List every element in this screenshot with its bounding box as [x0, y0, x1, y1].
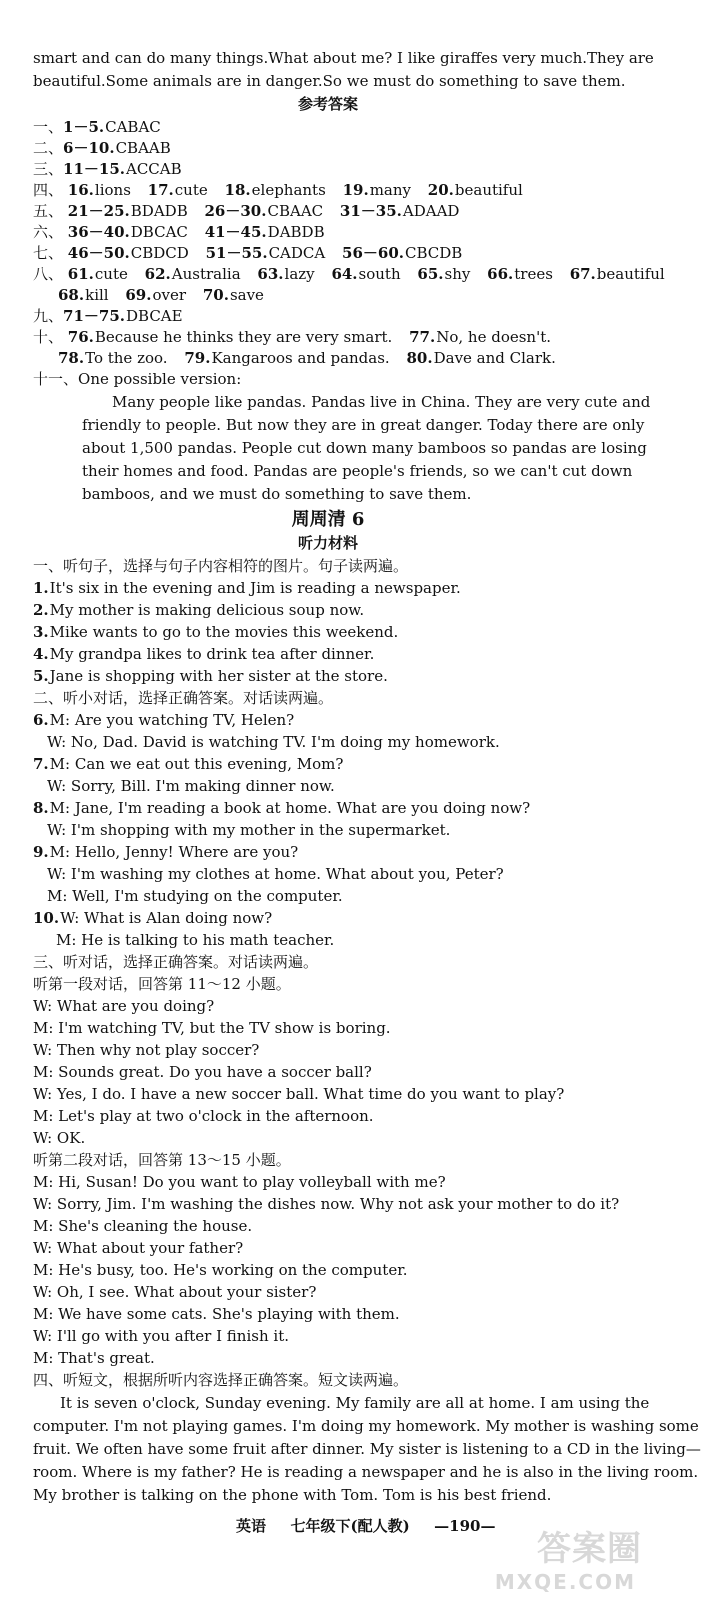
- question-number: 9.: [33, 843, 49, 861]
- question-number: 70.: [202, 286, 229, 304]
- section-marker: 九、: [33, 307, 64, 325]
- sentence-text: It's six in the evening and Jim is reading a newspaper.: [49, 579, 461, 597]
- question-range: 36－40.: [67, 223, 130, 241]
- listening-title: 听力材料: [297, 534, 358, 552]
- answer-text: CBAAB: [115, 139, 171, 157]
- section-marker: 五、: [33, 202, 64, 220]
- passage-line-4: room. Where is my father? He is reading a newspaper and he is also in the living room.: [33, 1463, 699, 1481]
- question-range: 41－45.: [204, 223, 267, 241]
- answer-row-11: [33, 369, 656, 389]
- answer-row-10: [33, 327, 656, 347]
- question-number: 3.: [33, 623, 49, 641]
- part2-q7-line-1: [33, 754, 656, 774]
- dialogue-line: M: Hello, Jenny! Where are you?: [49, 843, 299, 861]
- intro-line-1: smart and can do many things.What about me? I like giraffes very much.They are: [33, 49, 654, 67]
- part1-sentence-2: [33, 600, 656, 620]
- question-range: 6－10.: [63, 139, 115, 157]
- part1-heading: 一、听句子，选择与句子内容相符的图片。句子读两遍。: [33, 557, 409, 575]
- question-number: 16.: [67, 181, 94, 199]
- answer-text: Because he thinks they are very smart.: [94, 328, 393, 346]
- part2-q8-line-1: [33, 798, 656, 818]
- question-number: 66.: [487, 265, 514, 283]
- question-range: 26－30.: [204, 202, 267, 220]
- answer-text: CADCA: [268, 244, 326, 262]
- answer-text: lazy: [284, 265, 315, 283]
- part3-dialogue2-heading: 听第二段对话，回答第 13～15 小题。: [33, 1151, 291, 1169]
- answer-row-10b: [58, 348, 656, 368]
- question-range: 71－75.: [63, 307, 125, 325]
- question-number: 10.: [33, 909, 60, 927]
- answer-text: many: [369, 181, 411, 199]
- part2-q10-line-2: M: He is talking to his math teacher.: [56, 931, 335, 949]
- section-marker: 六、: [33, 223, 64, 241]
- section-marker: 八、: [33, 265, 64, 283]
- answer-text: Kangaroos and pandas.: [211, 349, 390, 367]
- section-marker: 十、: [33, 328, 64, 346]
- section-marker: 十一、: [33, 370, 79, 388]
- answer-row-3: [33, 159, 656, 179]
- part2-q7-line-2: W: Sorry, Bill. I'm making dinner now.: [47, 777, 335, 795]
- dialogue2-line-3: M: She's cleaning the house.: [33, 1217, 253, 1235]
- essay-line-3: about 1,500 pandas. People cut down many bamboos so pandas are losing: [82, 439, 647, 457]
- answer-text: To the zoo.: [85, 349, 168, 367]
- answer-text: beautiful: [596, 265, 665, 283]
- passage-line-5: My brother is talking on the phone with Tom. Tom is his best friend.: [33, 1486, 552, 1504]
- question-range: 51－55.: [205, 244, 268, 262]
- question-number: 18.: [224, 181, 251, 199]
- answer-text: DBCAC: [130, 223, 188, 241]
- part2-q9-line-3: M: Well, I'm studying on the computer.: [47, 887, 343, 905]
- passage-line-1: It is seven o'clock, Sunday evening. My family are all at home. I am using the: [60, 1394, 650, 1412]
- answer-row-8b: [58, 285, 656, 305]
- answer-text: No, he doesn't.: [436, 328, 552, 346]
- sentence-text: Mike wants to go to the movies this weekend.: [49, 623, 399, 641]
- essay-line-1: Many people like pandas. Pandas live in China. They are very cute and: [112, 393, 651, 411]
- part2-heading: 二、听小对话，选择正确答案。对话读两遍。: [33, 689, 334, 707]
- answer-row-7: [33, 243, 656, 263]
- dialogue1-line-7: W: OK.: [33, 1129, 86, 1147]
- part2-q6-line-1: [33, 710, 656, 730]
- dialogue2-line-9: M: That's great.: [33, 1349, 155, 1367]
- part3-heading: 三、听对话，选择正确答案。对话读两遍。: [33, 953, 319, 971]
- answer-row-9: [33, 306, 656, 326]
- question-number: 2.: [33, 601, 49, 619]
- dialogue1-line-6: M: Let's play at two o'clock in the afternoon.: [33, 1107, 374, 1125]
- dialogue2-line-6: W: Oh, I see. What about your sister?: [33, 1283, 317, 1301]
- question-number: 4.: [33, 645, 49, 663]
- essay-label: One possible version:: [78, 370, 242, 388]
- dialogue2-line-5: M: He's busy, too. He's working on the computer.: [33, 1261, 408, 1279]
- answer-text: Dave and Clark.: [433, 349, 556, 367]
- question-number: 64.: [331, 265, 358, 283]
- part4-heading: 四、听短文，根据所听内容选择正确答案。短文读两遍。: [33, 1371, 409, 1389]
- part1-sentence-4: [33, 644, 656, 664]
- answer-text: over: [152, 286, 187, 304]
- section-marker: 三、: [33, 160, 64, 178]
- answer-text: south: [358, 265, 401, 283]
- part3-dialogue1-heading: 听第一段对话，回答第 11～12 小题。: [33, 975, 291, 993]
- answer-text: CBCDB: [405, 244, 463, 262]
- answer-text: kill: [85, 286, 109, 304]
- question-number: 79.: [184, 349, 211, 367]
- question-number: 69.: [125, 286, 152, 304]
- answer-text: CABAC: [105, 118, 161, 136]
- question-range: 46－50.: [67, 244, 130, 262]
- week-title: 周周清 6: [291, 509, 365, 530]
- footer-grade: 七年级下(配人教): [290, 1517, 410, 1535]
- question-number: 78.: [58, 349, 85, 367]
- answer-text: lions: [94, 181, 131, 199]
- answer-text: DBCAE: [126, 307, 183, 325]
- sentence-text: My mother is making delicious soup now.: [49, 601, 365, 619]
- dialogue-line: W: What is Alan doing now?: [60, 909, 273, 927]
- dialogue2-line-1: M: Hi, Susan! Do you want to play volleyball with me?: [33, 1173, 446, 1191]
- answer-row-8: [33, 264, 665, 284]
- intro-line-2: beautiful.Some animals are in danger.So we must do something to save them.: [33, 72, 626, 90]
- question-number: 65.: [417, 265, 444, 283]
- part2-q9-line-2: W: I'm washing my clothes at home. What about you, Peter?: [47, 865, 504, 883]
- part1-sentence-1: [33, 578, 656, 598]
- answer-text: trees: [514, 265, 553, 283]
- answer-text: BDADB: [130, 202, 188, 220]
- question-number: 1.: [33, 579, 49, 597]
- part1-sentence-3: [33, 622, 656, 642]
- answer-text: shy: [444, 265, 471, 283]
- question-number: 76.: [67, 328, 94, 346]
- question-number: 8.: [33, 799, 49, 817]
- question-number: 68.: [58, 286, 85, 304]
- answer-row-6: [33, 222, 656, 242]
- answer-text: cute: [94, 265, 128, 283]
- question-number: 19.: [342, 181, 369, 199]
- answer-text: ADAAD: [402, 202, 460, 220]
- answer-text: cute: [174, 181, 208, 199]
- dialogue2-line-2: W: Sorry, Jim. I'm washing the dishes now. Why not ask your mother to do it?: [33, 1195, 620, 1213]
- part1-sentence-5: [33, 666, 656, 686]
- passage-line-3: fruit. We often have some fruit after dinner. My sister is listening to a CD in the living—: [33, 1440, 701, 1458]
- passage-line-2: computer. I'm not playing games. I'm doing my homework. My mother is washing some: [33, 1417, 699, 1435]
- question-number: 5.: [33, 667, 49, 685]
- dialogue1-line-2: M: I'm watching TV, but the TV show is boring.: [33, 1019, 391, 1037]
- part2-q8-line-2: W: I'm shopping with my mother in the supermarket.: [47, 821, 451, 839]
- question-range: 21－25.: [67, 202, 130, 220]
- section-marker: 七、: [33, 244, 64, 262]
- part2-q6-line-2: W: No, Dad. David is watching TV. I'm doing my homework.: [47, 733, 500, 751]
- dialogue-line: M: Jane, I'm reading a book at home. What are you doing now?: [49, 799, 531, 817]
- question-number: 17.: [147, 181, 174, 199]
- question-range: 56－60.: [342, 244, 404, 262]
- essay-line-5: bamboos, and we must do something to save them.: [82, 485, 472, 503]
- question-number: 80.: [406, 349, 433, 367]
- sentence-text: My grandpa likes to drink tea after dinner.: [49, 645, 375, 663]
- answer-row-2: [33, 138, 656, 158]
- section-marker: 一、: [33, 118, 64, 136]
- dialogue2-line-7: M: We have some cats. She's playing with them.: [33, 1305, 400, 1323]
- question-number: 20.: [427, 181, 454, 199]
- essay-line-2: friendly to people. But now they are in great danger. Today there are only: [82, 416, 645, 434]
- answer-text: DABDB: [267, 223, 325, 241]
- dialogue1-line-5: W: Yes, I do. I have a new soccer ball. What time do you want to play?: [33, 1085, 565, 1103]
- question-number: 62.: [144, 265, 171, 283]
- essay-line-4: their homes and food. Pandas are people's friends, so we can't cut down: [82, 462, 633, 480]
- answer-row-4: [33, 180, 656, 200]
- question-number: 77.: [409, 328, 436, 346]
- sentence-text: Jane is shopping with her sister at the store.: [49, 667, 388, 685]
- footer-subject: 英语: [236, 1517, 267, 1535]
- dialogue2-line-4: W: What about your father?: [33, 1239, 244, 1257]
- question-range: 31－35.: [339, 202, 402, 220]
- question-number: 67.: [569, 265, 596, 283]
- answer-text: CBDCD: [130, 244, 189, 262]
- section-marker: 二、: [33, 139, 64, 157]
- question-range: 1－5.: [63, 118, 105, 136]
- dialogue1-line-1: W: What are you doing?: [33, 997, 215, 1015]
- part2-q9-line-1: [33, 842, 656, 862]
- part2-q10-line-1: [33, 908, 656, 928]
- watermark-logo: 答案圈: [537, 1529, 642, 1569]
- answer-text: ACCAB: [126, 160, 182, 178]
- dialogue-line: M: Are you watching TV, Helen?: [49, 711, 295, 729]
- answer-row-5: [33, 201, 656, 221]
- watermark-url: MXQE.COM: [494, 1570, 636, 1594]
- answers-title: 参考答案: [297, 95, 358, 113]
- answer-text: Australia: [171, 265, 241, 283]
- answer-text: CBAAC: [267, 202, 324, 220]
- dialogue2-line-8: W: I'll go with you after I finish it.: [33, 1327, 289, 1345]
- dialogue-line: M: Can we eat out this evening, Mom?: [49, 755, 344, 773]
- footer-page-number: —190—: [434, 1517, 496, 1535]
- question-number: 6.: [33, 711, 49, 729]
- question-range: 11－15.: [63, 160, 125, 178]
- answer-text: save: [229, 286, 264, 304]
- answer-row-1: [33, 117, 656, 137]
- dialogue1-line-4: M: Sounds great. Do you have a soccer ball?: [33, 1063, 372, 1081]
- section-marker: 四、: [33, 181, 64, 199]
- dialogue1-line-3: W: Then why not play soccer?: [33, 1041, 260, 1059]
- answer-text: elephants: [251, 181, 326, 199]
- question-number: 7.: [33, 755, 49, 773]
- answer-text: beautiful: [454, 181, 523, 199]
- question-number: 63.: [257, 265, 284, 283]
- question-number: 61.: [67, 265, 94, 283]
